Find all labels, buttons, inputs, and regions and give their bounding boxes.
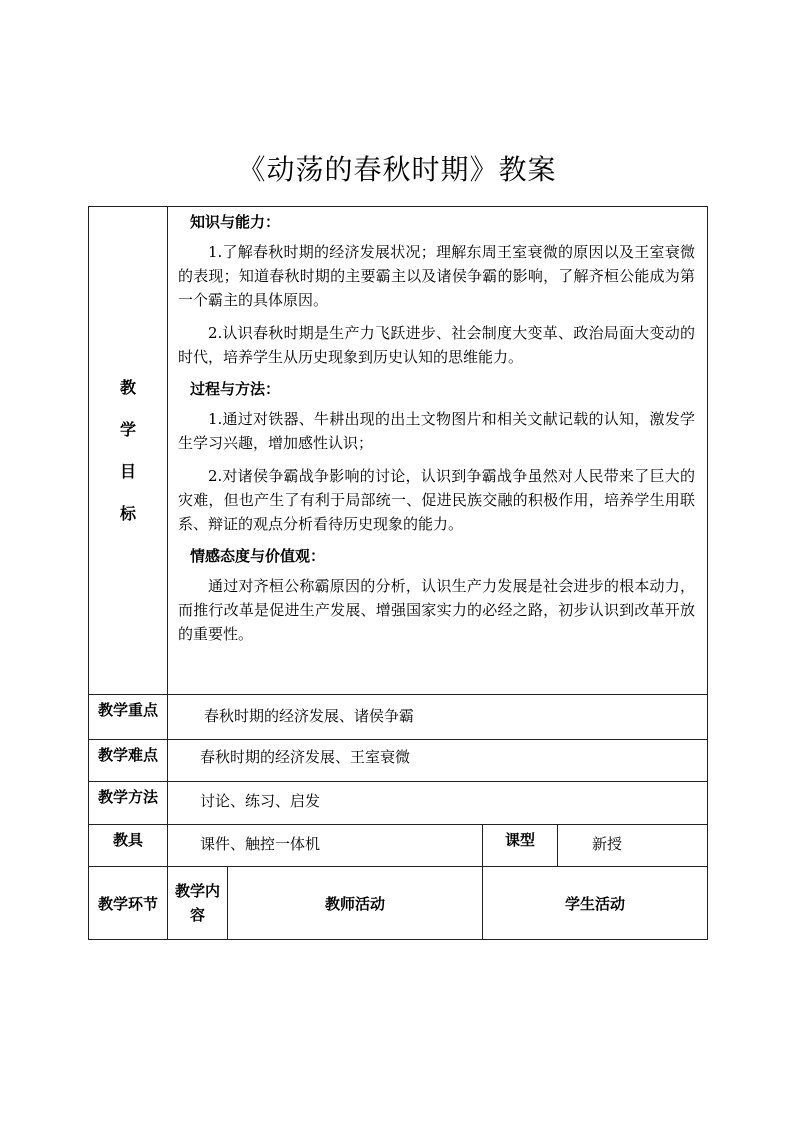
knowledge-item-2: 2.认识春秋时期是生产力飞跃进步、社会制度大变革、政治局面大变动的时代，培养学生从历史现象到历史认知的思维能力。	[178, 324, 696, 366]
knowledge-item-1: 1.了解春秋时期的经济发展状况；理解东周王室衰微的原因以及王室衰微的表现；知道春秋时期的主要霸主以及诸侯争霸的影响，了解齐桓公能成为第一个霸主的具体原因。	[178, 243, 696, 309]
difficulty-value: 春秋时期的经济发展、王室衰微	[168, 740, 708, 782]
page-title: 《动荡的春秋时期》教案	[237, 153, 557, 186]
tools-row	[89, 825, 708, 867]
process-heading: 过程与方法：	[190, 380, 281, 398]
objectives-row	[89, 207, 708, 695]
teacher-activity-label: 教师活动	[228, 867, 483, 940]
focus-row	[89, 695, 708, 740]
process-item-2: 2.对诸侯争霸战争影响的讨论，认识到争霸战争虽然对人民带来了巨大的灾难，但也产生了有利于局部统一、促进民族交融的积极作用，培养学生用联系、辩证的观点分析看待历史现象的能力。	[178, 467, 696, 533]
student-activity-label: 学生活动	[483, 867, 708, 940]
focus-value: 春秋时期的经济发展、诸侯争霸	[168, 695, 708, 740]
tools-label: 教具	[89, 825, 168, 867]
stage-label: 教学环节	[89, 867, 168, 940]
emotion-item-1: 通过对齐桓公称霸原因的分析，认识生产力发展是社会进步的根本动力，而推行改革是促进生产发展、增强国家实力的必经之路，初步认识到改革开放的重要性。	[178, 577, 696, 643]
knowledge-heading: 知识与能力：	[190, 213, 281, 231]
tools-value: 课件、触控一体机	[168, 825, 483, 867]
objectives-content	[168, 207, 708, 695]
process-item-1: 1.通过对铁器、牛耕出现的出土文物图片和相关文献记载的认知，激发学生学习兴趣，增加感性认识；	[178, 410, 696, 452]
difficulty-row	[89, 740, 708, 782]
content-label: 教学内容	[168, 867, 228, 940]
focus-label: 教学重点	[89, 695, 168, 740]
method-label: 教学方法	[89, 782, 168, 825]
lesson-type-label: 课型	[483, 825, 558, 867]
stages-header-row	[89, 867, 708, 940]
objectives-label: 教 学 目 标	[89, 207, 168, 695]
method-value: 讨论、练习、启发	[168, 782, 708, 825]
emotion-heading: 情感态度与价值观：	[190, 547, 326, 565]
lesson-plan-table	[88, 206, 708, 940]
difficulty-label: 教学难点	[89, 740, 168, 782]
lesson-type-value: 新授	[558, 825, 708, 867]
method-row	[89, 782, 708, 825]
